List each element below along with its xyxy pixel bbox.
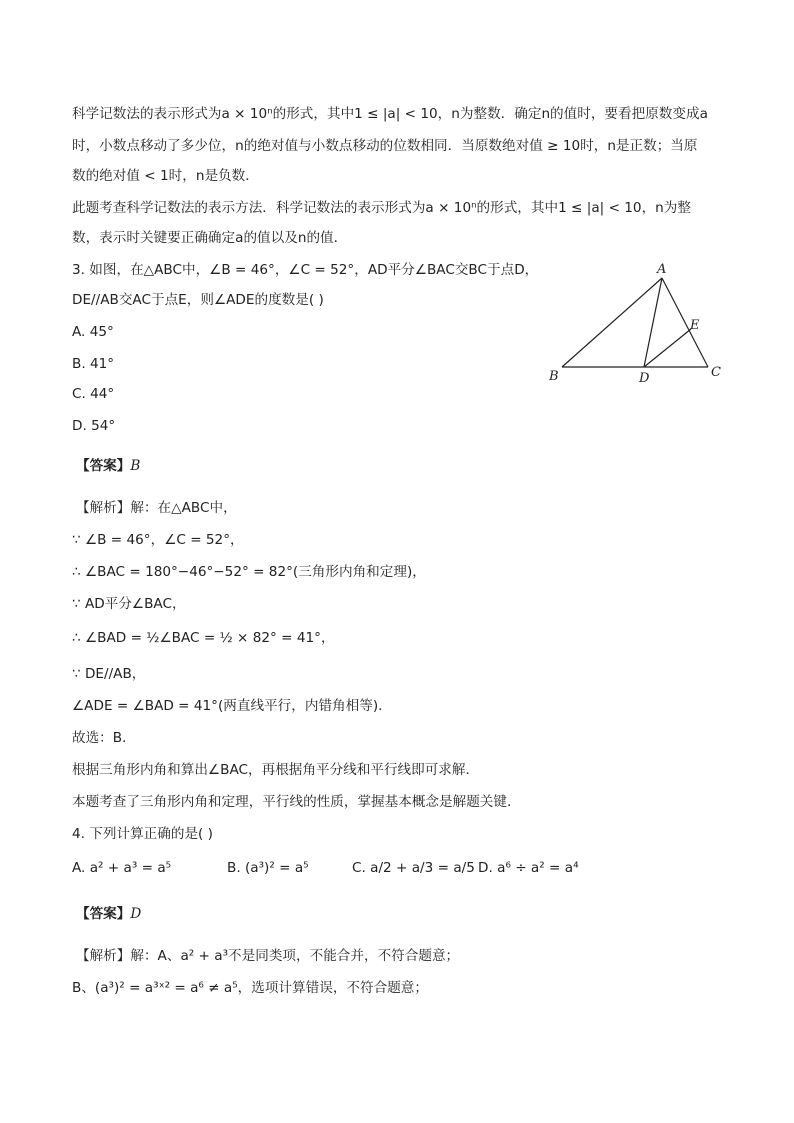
q4-stem: 4. 下列计算正确的是( ): [72, 826, 213, 842]
q3-analysis-line-6: ∵ DE//AB，: [72, 666, 146, 682]
label-b: B: [549, 369, 559, 384]
intro-line-4: 此题考查科学记数法的表示方法．科学记数法的表示形式为a × 10ⁿ的形式，其中1 ≤ |a| < 10，n为整: [72, 200, 691, 216]
q4-option-a: A. a² + a³ = a⁵: [72, 860, 172, 876]
q3-analysis-line-3: ∴ ∠BAC = 180°−46°−52° = 82°(三角形内角和定理)，: [72, 564, 426, 580]
intro-line-5: 数，表示时关键要正确确定a的值以及n的值．: [72, 230, 348, 246]
q3-analysis-line-10: 本题考查了三角形内角和定理，平行线的性质，掌握基本概念是解题关键．: [72, 794, 521, 810]
label-d: D: [639, 371, 650, 386]
q3-analysis-line-7: ∠ADE = ∠BAD = 41°(两直线平行，内错角相等)．: [72, 698, 392, 714]
triangle-figure: [540, 256, 730, 386]
q4-option-d: D. a⁶ ÷ a² = a⁴: [478, 860, 579, 876]
intro-line-2: 时，小数点移动了多少位，n的绝对值与小数点移动的位数相同．当原数绝对值 ≥ 10时，n是正数；当原: [72, 138, 698, 154]
q3-answer: [76, 456, 140, 476]
q3-option-a: A. 45°: [72, 324, 114, 340]
q4-answer: [76, 904, 141, 924]
label-c: C: [711, 365, 721, 380]
q3-analysis-line-9: 根据三角形内角和算出∠BAC，再根据角平分线和平行线即可求解．: [72, 762, 480, 778]
q4-option-c: C. a/2 + a/3 = a/5: [352, 860, 475, 876]
segment-ac: [662, 278, 708, 367]
q3-analysis-line-1: 【解析】解：在△ABC中，: [76, 500, 237, 516]
q3-analysis-line-2: ∵ ∠B = 46°，∠C = 52°，: [72, 532, 244, 548]
q3-option-d: D. 54°: [72, 418, 116, 434]
q3-analysis-line-8: 故选：B．: [72, 730, 136, 746]
q3-analysis-line-5: ∴ ∠BAD = ½∠BAC = ½ × 82° = 41°，: [72, 630, 335, 646]
q3-option-b: B. 41°: [72, 356, 115, 372]
q4-answer-value: D: [130, 906, 142, 922]
q3-stem-line-1: 3. 如图，在△ABC中，∠B = 46°，∠C = 52°，AD平分∠BAC交BC于点D，: [72, 262, 539, 278]
intro-line-3: 数的绝对值 < 1时，n是负数．: [72, 168, 259, 184]
q3-analysis-line-4: ∵ AD平分∠BAC，: [72, 596, 186, 612]
q3-option-c: C. 44°: [72, 386, 115, 402]
q3-answer-value: B: [130, 458, 141, 474]
label-e: E: [690, 318, 700, 333]
q4-answer-tag: 【答案】: [76, 906, 131, 922]
q3-stem-line-2: DE//AB交AC于点E，则∠ADE的度数是( ): [72, 292, 324, 308]
label-a: A: [657, 262, 667, 277]
q3-answer-tag: 【答案】: [76, 458, 131, 474]
intro-line-1: 科学记数法的表示形式为a × 10ⁿ的形式，其中1 ≤ |a| < 10，n为整数．确定n的值时，要看把原数变成a: [72, 106, 708, 122]
q4-option-b: B. (a³)² = a⁵: [227, 860, 309, 876]
q4-analysis-line-1: 【解析】解：A、a² + a³不是同类项，不能合并，不符合题意；: [76, 948, 460, 964]
q4-analysis-line-2: B、(a³)² = a³ˣ² = a⁶ ≠ a⁵，选项计算错误，不符合题意；: [72, 980, 428, 996]
triangle-lines: [562, 278, 708, 367]
